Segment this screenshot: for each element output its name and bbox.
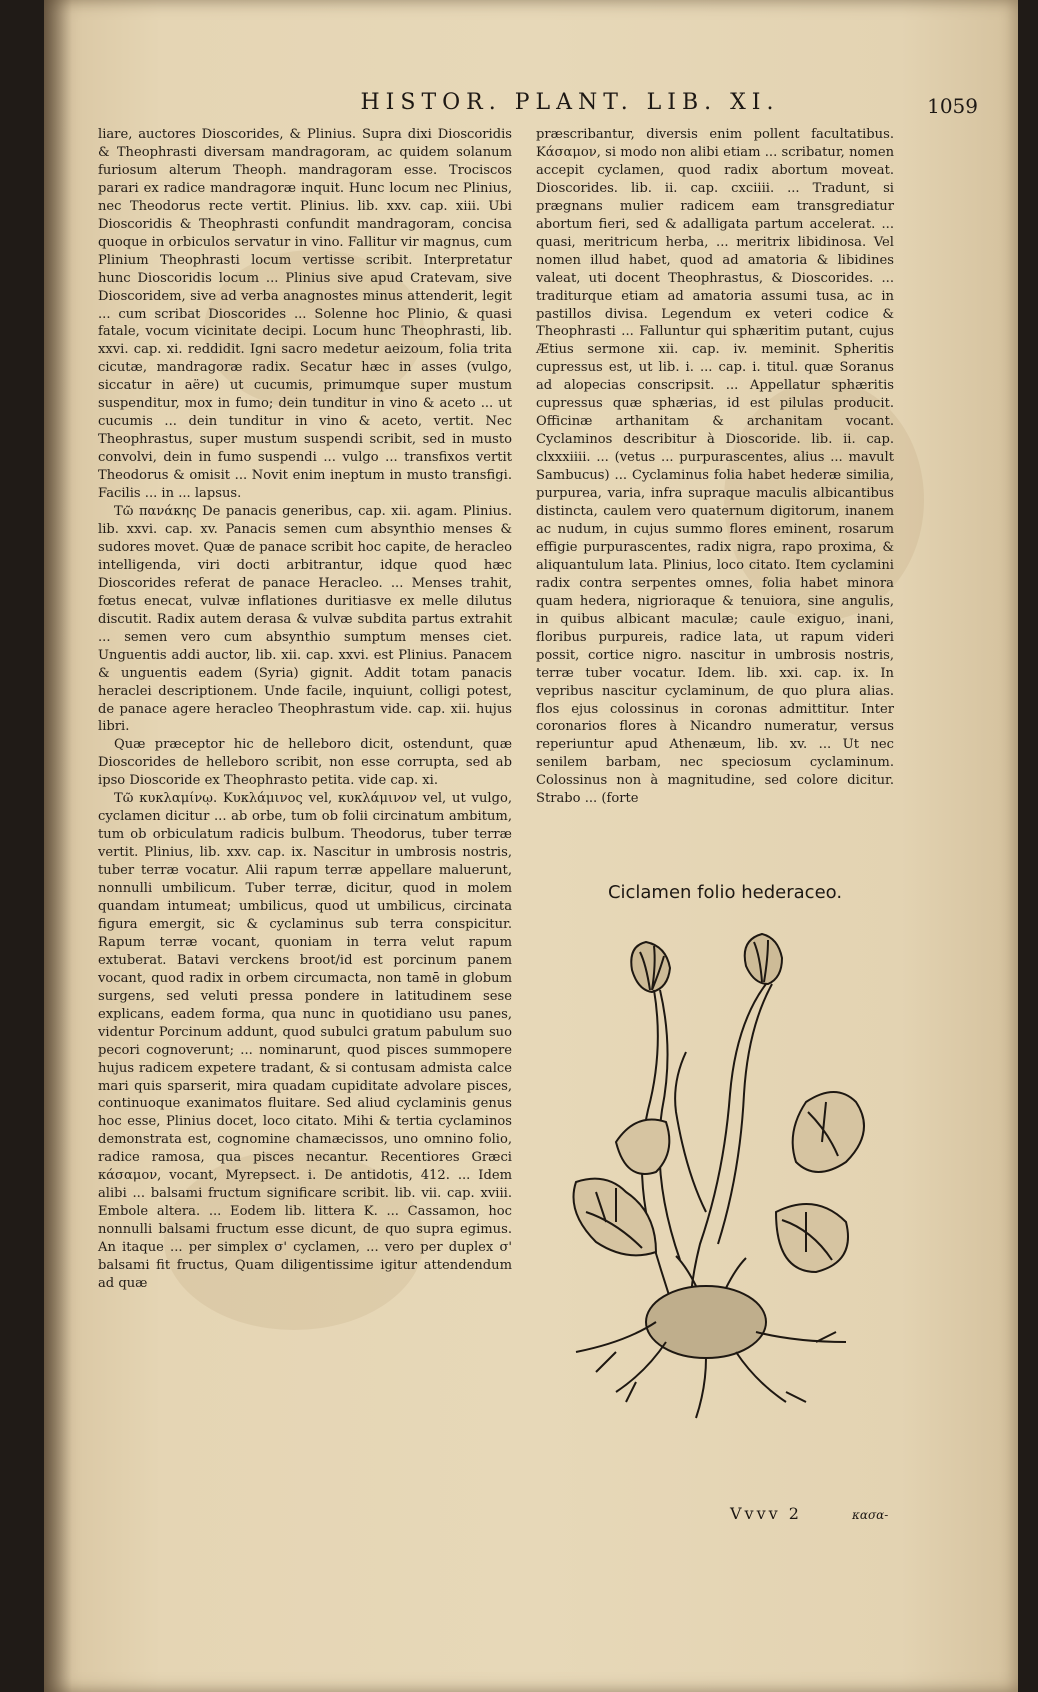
- paragraph: Tῶ κυκλαμίνῳ. Κυκλάμινος vel, κυκλάμινον vel, ut vulgo, cyclamen dicitur ... ab orbe, tum ob folii circinatum ambitum, tum ob orbiculatum radicis bulbum. Theodorus, tuber terræ vertit. Plinius, lib. xxv. cap. ix. Nascitur in umbrosis nostris, tuber terræ vocatur. Alii rapum terræ appellare maluerunt, nonnulli umbilicum. Tuber terræ, dicitur, quod in molem quandam intumeat; umbilicus, quod ut umbilicus, circinata figura emergit, sic & cyclaminus sub terra conspicitur. Rapum terræ vocant, quoniam in terra velut rapum extuberat. Batavi verckens broot/id est porcinum panem vocant, quod radix in orbem circumacta, non tamē in globum surgens, sed veluti pressa pondere in latitudinem sese explicans, eadem forma, qua nunc in quotidiano usu panes, videntur Porcinum addunt, quod subulci gratum pabulum suo pecori cognoverunt; ... nominarunt, quod pisces summopere hujus radicem expetere tradant, & si contusam admista calce mari quis sparserit, mira quadam cupiditate advolare pisces, continuoque exanimatos fluitare. Sed aliud cyclaminis genus hoc esse, Plinius docet, loco citato. Mihi & tertia cyclaminos demonstrata est, cognomine chamæcissos, uno omnino folio, radice ramosa, qua pisces necantur. Recentiores Græci κάσαμον, vocant, Myrepsect. i. De antidotis, 412. ... Idem alibi ... balsami fructum significare scribit. lib. vii. cap. xviii. Embole altera. ... Eodem lib. littera K. ... Cassamon, hoc nonnulli balsami fructum esse dicunt, de quo supra egimus. An itaque ... per simplex σ' cyclamen, ... vero per duplex σ' balsami fit fructus, Quam diligentissime igitur attendendum ad quæ: [98, 791, 512, 1291]
- catchword: κασα-: [852, 1508, 889, 1522]
- paragraph: liare, auctores Dioscorides, & Plinius. Supra dixi Dioscoridis & Theophrasti diversam mandragoram, ac quidem solanum furiosum alterum Theoph. mandragoram esse. Trociscos parari ex radice mandragoræ inquit. Hunc locum nec Plinius, nec Theodorus recte vertit. Plinius. lib. xxv. cap. xiii. Ubi Dioscoridis & Theophrasti confundit mandragoram, concisa quoque in orbiculos servatur in vino. Fallitur vir magnus, cum Plinium Theophrasti locum vertisse scribit. Interpretatur hunc Dioscoridis locum ... Plinius sive apud Cratevam, sive Dioscoridem, sive ad verba anagnostes minus attenderit, legit ... cum scribat Dioscorides ... Solenne hoc Plinio, & quasi fatale, vocum vicinitate decipi. Locum hunc Theophrasti, lib. xxvi. cap. xi. reddidit. Igni sacro medetur aeizoum, folia trita cicutæ, mandragoræ radix. Secatur hæc in asses (vulgo, siccatur in aëre) ut cucumis, primumque super mustum suspenditur, mox in fumo; dein tunditur in vino & aceto ... ut cucumis ... dein tunditur in vino & aceto, vertit. Nec Theophrastus, super mustum suspendi scribit, sed in musto convolvi, dein in fumo suspendi ... vulgo ... transfixos vertit Theodorus & omisit ... Novit enim ineptum in musto transfigi. Facilis ... in ... lapsus.: [98, 127, 512, 502]
- paragraph: præscribantur, diversis enim pollent facultatibus. Κάσαμον, si modo non alibi etiam ... scribatur, nomen accepit cyclamen, quod radix abortum moveat. Dioscorides. lib. ii. cap. cxciiii. ... Tradunt, si prægnans mulier radicem eam transgrediatur abortum fieri, sed & adalligata partum accelerat. ... quasi, meritricum herba, ... meritrix libidinosa. Vel nomen illud habet, quod ad amatoria & libidines valeat, uti docent Theophrastus, & Dioscorides. ... traditurque etiam ad amatoria assumi tusa, ac in pastillos divisa. Legendum ex veteri codice & Theophrasti ... Falluntur qui sphæritim putant, cujus Ætius sermone xii. cap. iv. meminit. Spheritis cupressus est, ut lib. i. ... cap. i. titul. quæ Soranus ad alopecias conscripsit. ... Appellatur sphæritis cupressus quæ sphærias, id est pilulas producit. Officinæ arthanitam & archanitam vocant. Cyclaminos describitur à Dioscoride. lib. ii. cap. clxxxiiii. ... (vetus ... purpurascentes, alius ... mavult Sambucus) ... Cyclaminus folia habet hederæ similia, purpurea, varia, infra supraque maculis albicantibus distincta, caulem vero quaternum digitorum, inanem ac nudum, in cujus summo flores eminent, rosarum effigie purpurascentes, radix nigra, rapo proxima, & aliquantulum lata. Plinius, loco citato. Item cyclamini radix contra serpentes omnes, folia habet minora quam hedera, nigrioraque & tenuiora, sine angulis, in quibus albicant maculæ; caule exiguo, inani, floribus purpureis, radice lata, ut rapum videri possit, cortice nigro. nascitur in umbrosis nostris, terræ tuber vocatur. Idem. lib. xxi. cap. ix. In vepribus nascitur cyclaminum, de quo plura alias. flos ejus colossinus in coronas admittitur. Inter coronarios flores à Nicandro numeratur, versus reperiuntur apud Athenæum, lib. xv. ... Ut nec senilem barbam, nec speciosum cyclaminum. Colossinus non à magnitudine, sed colore dicitur. Strabo ... (forte: [536, 127, 894, 807]
- cyclamen-woodcut: [556, 912, 896, 1442]
- page-gutter-shadow: [44, 0, 72, 1692]
- cyclamen-plant-icon: [556, 912, 896, 1442]
- right-text-column: [536, 126, 894, 808]
- running-header: HISTOR. PLANT. LIB. XI.: [360, 90, 780, 115]
- signature-mark: Vvvv 2: [730, 1504, 802, 1523]
- paragraph: Tῶ πανάκης De panacis generibus, cap. xii. agam. Plinius. lib. xxvi. cap. xv. Panacis semen cum absynthio menses & sudores movet. Quæ de panace scribit hoc capite, de heracleo intelligenda, viri docti arbitrantur, idque quod hæc Dioscorides referat de panace Heracleo. ... Menses trahit, fœtus enecat, vulvæ inflationes duritiasve ex melle dilutus discutit. Radix autem derasa & vulvæ subdita partus extrahit ... semen vero cum absynthio sumptum menses ciet. Unguentis addi auctor, lib. xii. cap. xxvi. est Plinius. Panacem & unguentis eadem (Syria) gignit. Addit totam panacis heraclei descriptionem. Unde facile, inquiunt, colligi potest, de panace agere heracleo Theophrastum vide. cap. xii. hujus libri.: [98, 504, 512, 735]
- left-text-column: [98, 126, 512, 1293]
- figure-caption: Ciclamen folio hederaceo.: [607, 882, 843, 903]
- paragraph: Quæ præceptor hic de helleboro dicit, ostendunt, quæ Dioscorides de helleboro scribit, non esse corrupta, sed ab ipso Dioscoride ex Theophrasto petita. vide cap. xi.: [98, 737, 512, 789]
- page-number: 1059: [927, 94, 978, 118]
